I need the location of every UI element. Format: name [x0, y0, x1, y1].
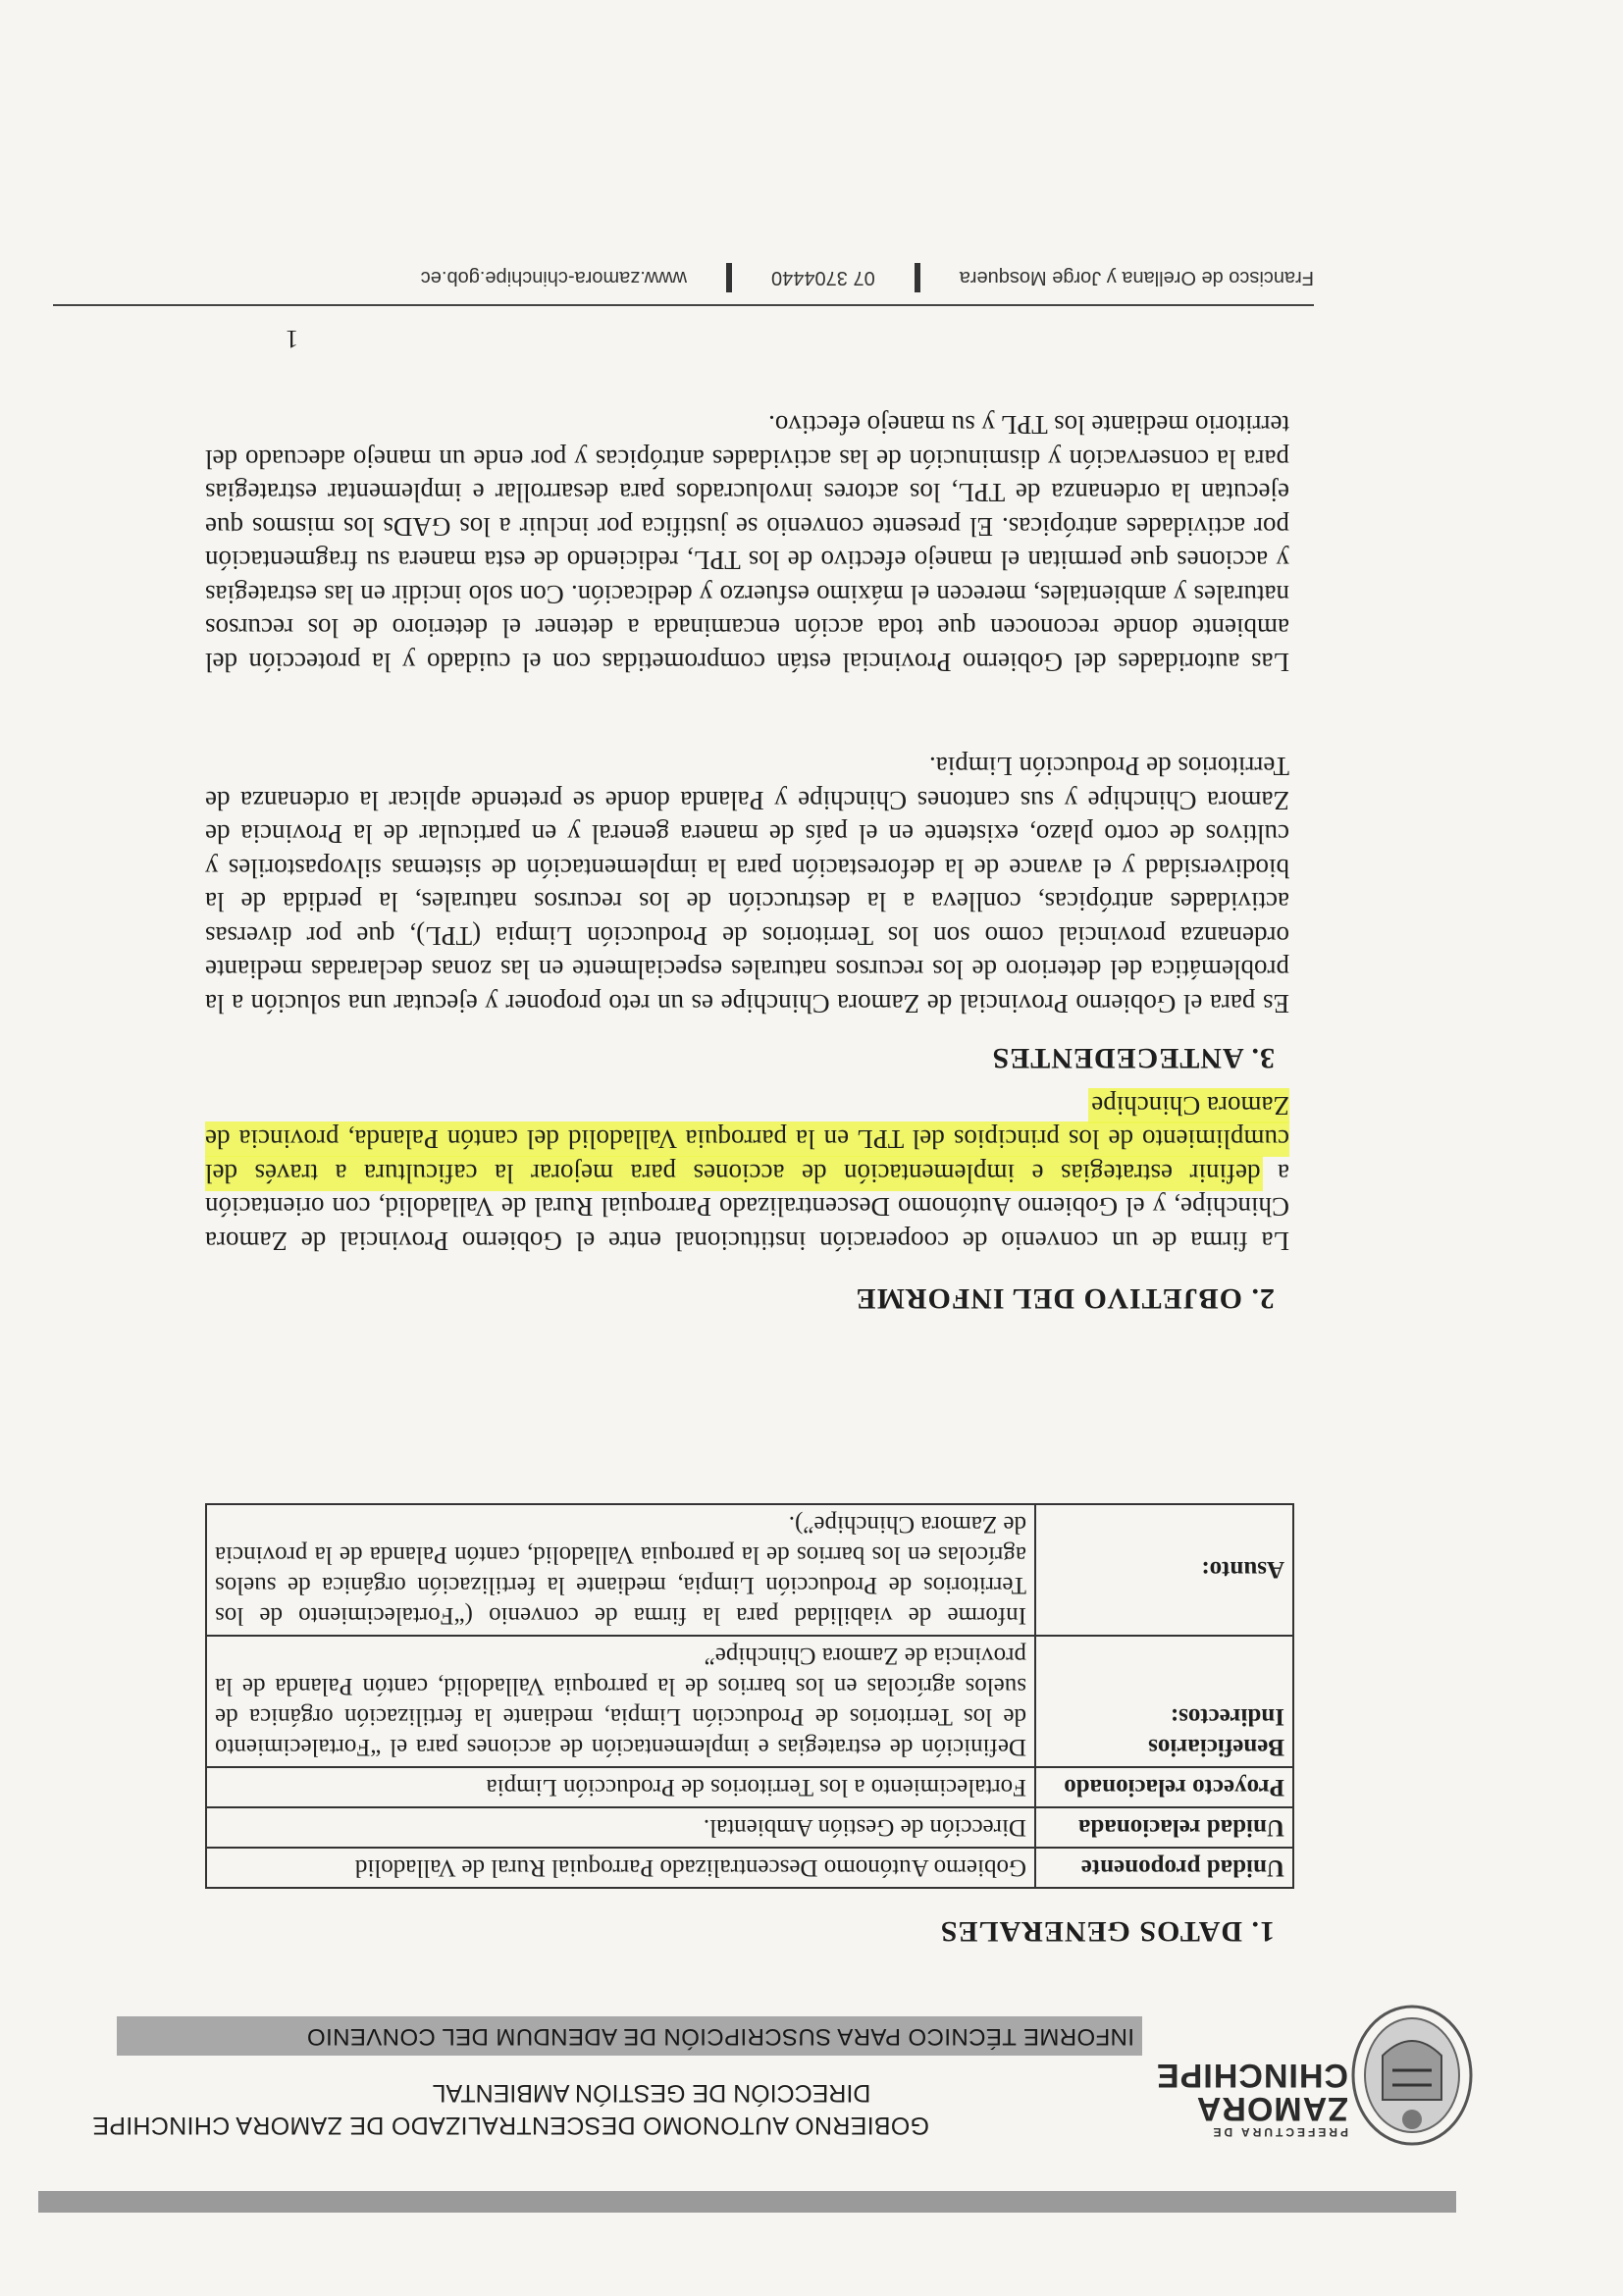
- footer-separator: [726, 263, 732, 292]
- section-3-title: 3. ANTECEDENTES: [991, 1042, 1275, 1074]
- table-row: [206, 1767, 1293, 1807]
- background-paragraph-1: Es para el Gobierno Provincial de Zamora Chinchipe es un reto proponer y ejecutar una solución a la problemática del deterioro de los recursos naturales especialmente en las zonas declaradas mediante ordenanza provincial como son los Territorios de Producción Limpia (TPL), que por diversas actividades antrópicas, conlleva a la destrucción de los recursos naturales, la perdida de la biodiversidad y el avance de la deforestación para la implementación de sistemas silvopastoriles y cultivos de corto plazo, existente en el país de manera general y en particular de la Provincia de Zamora Chinchipe y sus cantones Chinchipe y Palanda donde se pretende aplicar la ordenanza de Territorios de Producción Limpia.: [205, 752, 1289, 1018]
- objective-paragraph: [205, 1089, 1289, 1259]
- prefectura-wordmark: [1152, 2059, 1348, 2139]
- top-gray-bar: [38, 2191, 1456, 2213]
- footer-address: Francisco de Orellana y Jorge Mosquera: [959, 267, 1314, 289]
- highlighted-objective: definir estrategias e implementación de acciones para mejorar la caficultura a través del cumplimiento de los principios del TPL en la parroquia Valladolid del cantón Palanda, provincia de Zamora Chinchipe: [204, 1091, 1289, 1188]
- section-1-title: 1. DATOS GENERALES: [939, 1915, 1275, 1948]
- page-number: 1: [286, 325, 298, 353]
- objective-text: La firma de un convenio de cooperación institucional entre el Gobierno Provincial de Zamora Chinchipe, y el Gobierno Autónomo Descentralizado Parroquial Rural de Valladolid, con orientación a: [205, 1159, 1289, 1256]
- coat-of-arms-logo: [1348, 2002, 1476, 2149]
- footer: [53, 263, 1314, 292]
- footer-separator: [915, 263, 920, 292]
- row-key: Unidad proponente: [1035, 1848, 1293, 1888]
- row-key: Proyecto relacionado: [1035, 1767, 1293, 1807]
- org-name: GOBIERNO AUTONOMO DESCENTRALIZADO DE ZAMORA CHINCHIPE: [92, 2112, 930, 2139]
- row-key: Beneficiarios Indirectos:: [1035, 1636, 1293, 1767]
- table-row: [206, 1636, 1293, 1767]
- footer-website: www.zamora-chinchipe.gob.ec: [420, 267, 688, 289]
- row-key: Asunto:: [1035, 1504, 1293, 1636]
- table-row: [206, 1504, 1293, 1636]
- row-value: Informe de viabilidad para la firma de convenio (“Fortalecimiento de los Territorios de Producción Limpia, mediante la fertilización orgánica de suelos agrícolas en los barrios de la parroquia Valladolid, cantón Palanda de la provincia de Zamora Chinchipe”).: [206, 1504, 1035, 1636]
- table-row: [206, 1848, 1293, 1888]
- background-paragraph-2: Las autoridades del Gobierno Provincial están comprometidas con el cuidado y la protección del ambiente donde reconocen que toda acción encaminada a detener el deterioro de los recursos naturales y ambientales, merecen el máximo esfuerzo y dedicación. Con solo incidir en las estrategias y acciones que permitan el manejo efectivo de los TPL, rediciendo de esta manera su fragmentación por actividades antrópicas. El presente convenio se justifica por incluir a los GADs los mismos que ejecutan la ordenanza de TPL, los actores involucrados para desarrollar e implementar estrategias para la conservación y disminución de las actividades antrópicas y por ende un manejo adecuado del territorio mediante los TPL y su manejo efectivo.: [205, 410, 1289, 677]
- wordmark-zamora: ZAMORA: [1195, 2090, 1348, 2127]
- footer-phone: 07 3704440: [771, 267, 875, 289]
- footer-divider: [53, 304, 1314, 306]
- row-key: Unidad relacionada: [1035, 1807, 1293, 1848]
- section-2-title: 2. OBJETIVO DEL INFORME: [855, 1282, 1275, 1315]
- wordmark-small: PREFECTURA DE: [1210, 2125, 1348, 2139]
- table-row: [206, 1807, 1293, 1848]
- row-value: Gobierno Autónomo Descentralizado Parroquial Rural de Valladolid: [206, 1848, 1035, 1888]
- general-data-table: [205, 1503, 1294, 1889]
- organization-heading: [92, 2078, 1073, 2139]
- department-name: DIRECCIÓN DE GESTIÓN AMBIENTAL: [432, 2079, 871, 2107]
- row-value: Dirección de Gestión Ambiental.: [206, 1807, 1035, 1848]
- row-value: Definición de estrategias e implementación de acciones para el “Fortalecimiento de los Territorios de Producción Limpia, mediante la fertilización orgánica de suelos agrícolas en los barrios de la parroquia Valladolid, cantón Palanda de la provincia de Zamora Chinchipe”: [206, 1636, 1035, 1767]
- report-title-bar: INFORME TÉCNICO PARA SUSCRIPCIÓN DE ADENDUM DEL CONVENIO: [117, 2016, 1142, 2056]
- wordmark-chinchipe: CHINCHIPE: [1155, 2057, 1348, 2094]
- row-value: Fortalecimiento a los Territorios de Producción Limpia: [206, 1767, 1035, 1807]
